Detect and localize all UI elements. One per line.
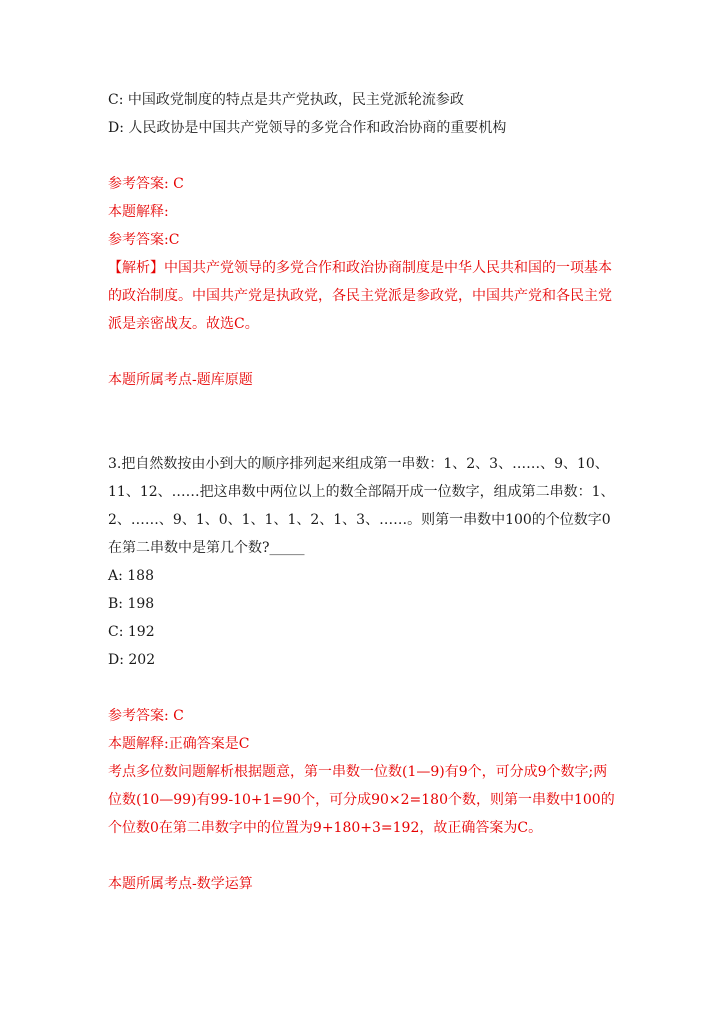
question-stem: 3.把自然数按由小到大的顺序排列起来组成第一串数：1、2、3、……、9、10、11、12、……把这串数中两位以上的数全部隔开成一位数字，组成第二串数：1、2、……、9、1、0、1、1、1、2、1、3、……。则第一串数中100的个位数字0在第二串数中是第几个数?_____ xyxy=(108,456,615,556)
explanation-label: 本题解释: xyxy=(108,204,169,220)
option-d: D: 202 xyxy=(108,652,156,668)
category-label: 本题所属考点-数学运算 xyxy=(108,876,253,892)
option-c: C: 192 xyxy=(108,624,155,640)
document-page xyxy=(108,86,620,898)
reference-answer: 参考答案: C xyxy=(108,176,184,192)
analysis-text: 【解析】中国共产党领导的多党合作和政治协商制度是中华人民共和国的一项基本的政治制度。中国共产党是执政党，各民主党派是参政党，中国共产党和各民主党派是亲密战友。故选C。 xyxy=(108,260,612,332)
analysis-text: 考点多位数问题解析根据题意，第一串数一位数(1—9)有9个，可分成9个数字;两位数(10—99)有99-10+1=90个，可分成90×2=180个数，则第一串数中100的个位数0在第二串数字中的位置为9+180+3=192，故正确答案为C。 xyxy=(108,764,615,836)
category-label: 本题所属考点-题库原题 xyxy=(108,372,253,388)
option-c: C: 中国政党制度的特点是共产党执政，民主党派轮流参政 xyxy=(108,92,464,108)
option-d: D: 人民政协是中国共产党领导的多党合作和政治协商的重要机构 xyxy=(108,120,507,136)
reference-answer-2: 参考答案:C xyxy=(108,232,180,248)
explanation-label: 本题解释:正确答案是C xyxy=(108,736,250,752)
reference-answer: 参考答案: C xyxy=(108,708,184,724)
option-b: B: 198 xyxy=(108,596,155,612)
option-a: A: 188 xyxy=(108,568,154,584)
